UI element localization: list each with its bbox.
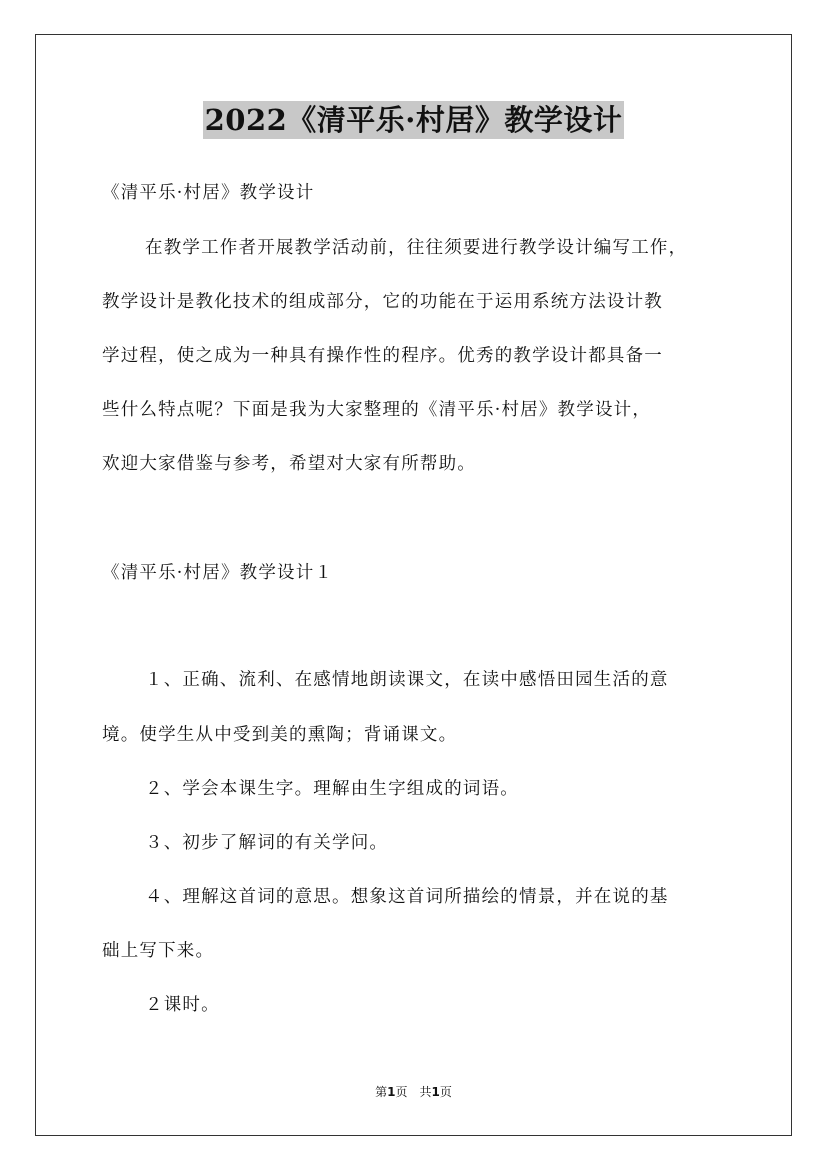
section-heading: 《清平乐·村居》教学设计１	[102, 563, 334, 583]
document-title	[0, 100, 827, 140]
goal-line-1: １、正确、流利、在感情地朗读课文，在读中感悟田园生活的意	[145, 670, 669, 690]
intro-line-4: 些什么特点呢？下面是我为大家整理的《清平乐·村居》教学设计，	[102, 400, 652, 420]
goal-line-4: ３、初步了解词的有关学问。	[145, 833, 389, 853]
footer-page-current: 1	[387, 1085, 396, 1099]
goal-line-5: ４、理解这首词的意思。想象这首词所描绘的情景，并在说的基	[145, 887, 669, 907]
intro-line-5: 欢迎大家借鉴与参考，希望对大家有所帮助。	[102, 454, 476, 474]
intro-line-1: 在教学工作者开展教学活动前，往往须要进行教学设计编写工作，	[145, 238, 688, 258]
page-footer	[0, 1083, 827, 1100]
goal-line-2: 境。使学生从中受到美的熏陶；背诵课文。	[102, 725, 458, 745]
document-title-text: 2022《清平乐·村居》教学设计	[204, 103, 623, 137]
footer-page-total: 1	[431, 1085, 440, 1099]
goal-line-3: ２、学会本课生字。理解由生字组成的词语。	[145, 779, 519, 799]
subtitle: 《清平乐·村居》教学设计	[102, 183, 315, 203]
intro-line-2: 教学设计是教化技术的组成部分，它的功能在于运用系统方法设计教	[102, 292, 663, 312]
footer-prefix: 第	[375, 1085, 388, 1099]
intro-line-3: 学过程，使之成为一种具有操作性的程序。优秀的教学设计都具备一	[102, 346, 663, 366]
footer-mid: 页 共	[395, 1085, 432, 1099]
goal-line-6: 础上写下来。	[102, 941, 215, 961]
footer-suffix: 页	[439, 1085, 452, 1099]
goal-line-7: ２课时。	[145, 995, 220, 1015]
